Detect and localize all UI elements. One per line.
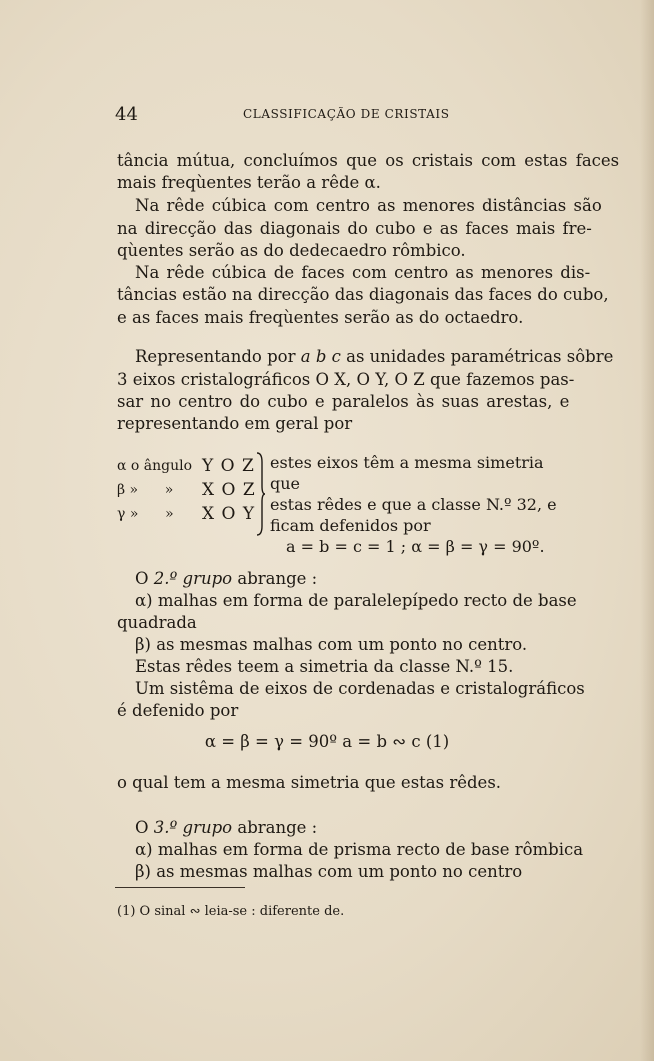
axes-note [270,452,570,557]
footnote-rule [115,887,245,888]
text-line: β) as mesmas malhas com um ponto no centro [135,862,523,881]
text-line: sar no centro do cubo e paralelos às suas arestas, e [117,392,570,411]
text-line: Representando por a b c as unidades paramétricas sôbre [135,347,614,366]
text-line: β) as mesmas malhas com um ponto no centro. [135,635,528,654]
text-line: Na rêde cúbica de faces com centro as menores dis- [135,263,591,282]
text-line: Um sistêma de eixos de cordenadas e cristalográficos [135,679,585,698]
angle-value: X O Y [202,504,256,524]
text-line: representando em geral por [117,414,353,433]
text-line: α) malhas em forma de paralelepípedo recto de base [135,591,577,610]
equation: a = b = c = 1 ; α = β = γ = 90º. [286,537,545,556]
text-line: na direcção das diagonais do cubo e as faces mais fre- [117,219,592,238]
text-line: é defenido por [117,701,239,720]
text-line: e as faces mais freqùentes serão as do octaedro. [117,308,524,327]
text-line: α) malhas em forma de prisma recto de base rômbica [135,840,584,859]
text-line: 3 eixos cristalográficos O X, O Y, O Z que fazemos pas- [117,370,575,389]
text-line: estas rêdes e que a classe N.º 32, e [270,495,557,514]
text-line: tância mútua, concluímos que os cristais com estas faces [117,151,620,170]
formula: α = β = γ = 90º a = b ∾ c (1) [204,732,450,751]
text-line: estes eixos têm a mesma simetria que [270,453,544,493]
group-heading: O 2.º grupo abrange : [135,569,318,588]
page-number: 44 [115,104,138,125]
angle-label: α o ângulo [117,458,193,474]
angle-label: β » » [117,482,174,498]
angle-label: γ » » [117,506,174,522]
angle-value: Y O Z [202,456,255,476]
text-line: o qual tem a mesma simetria que estas rêdes. [117,773,502,792]
text-line: Estas rêdes teem a simetria da classe N.º 15. [135,657,514,676]
running-title: CLASSIFICAÇÃO DE CRISTAIS [243,107,450,121]
footnote: (1) O sinal ∾ leia-se : diferente de. [117,904,345,919]
page-edge-shadow [640,0,654,1061]
text-line: quadrada [117,613,197,632]
text-line: Na rêde cúbica com centro as menores distâncias são [135,196,602,215]
right-brace [256,452,265,536]
text-line: qùentes serão as do dedecaedro rômbico. [117,241,466,260]
angle-value: X O Z [202,480,256,500]
text-line: mais freqùentes terão a rêde α. [117,173,381,192]
text-line: tâncias estão na direcção das diagonais das faces do cubo, [117,285,609,304]
text-line: ficam defenidos por [270,516,431,535]
group-heading: O 3.º grupo abrange : [135,818,318,837]
